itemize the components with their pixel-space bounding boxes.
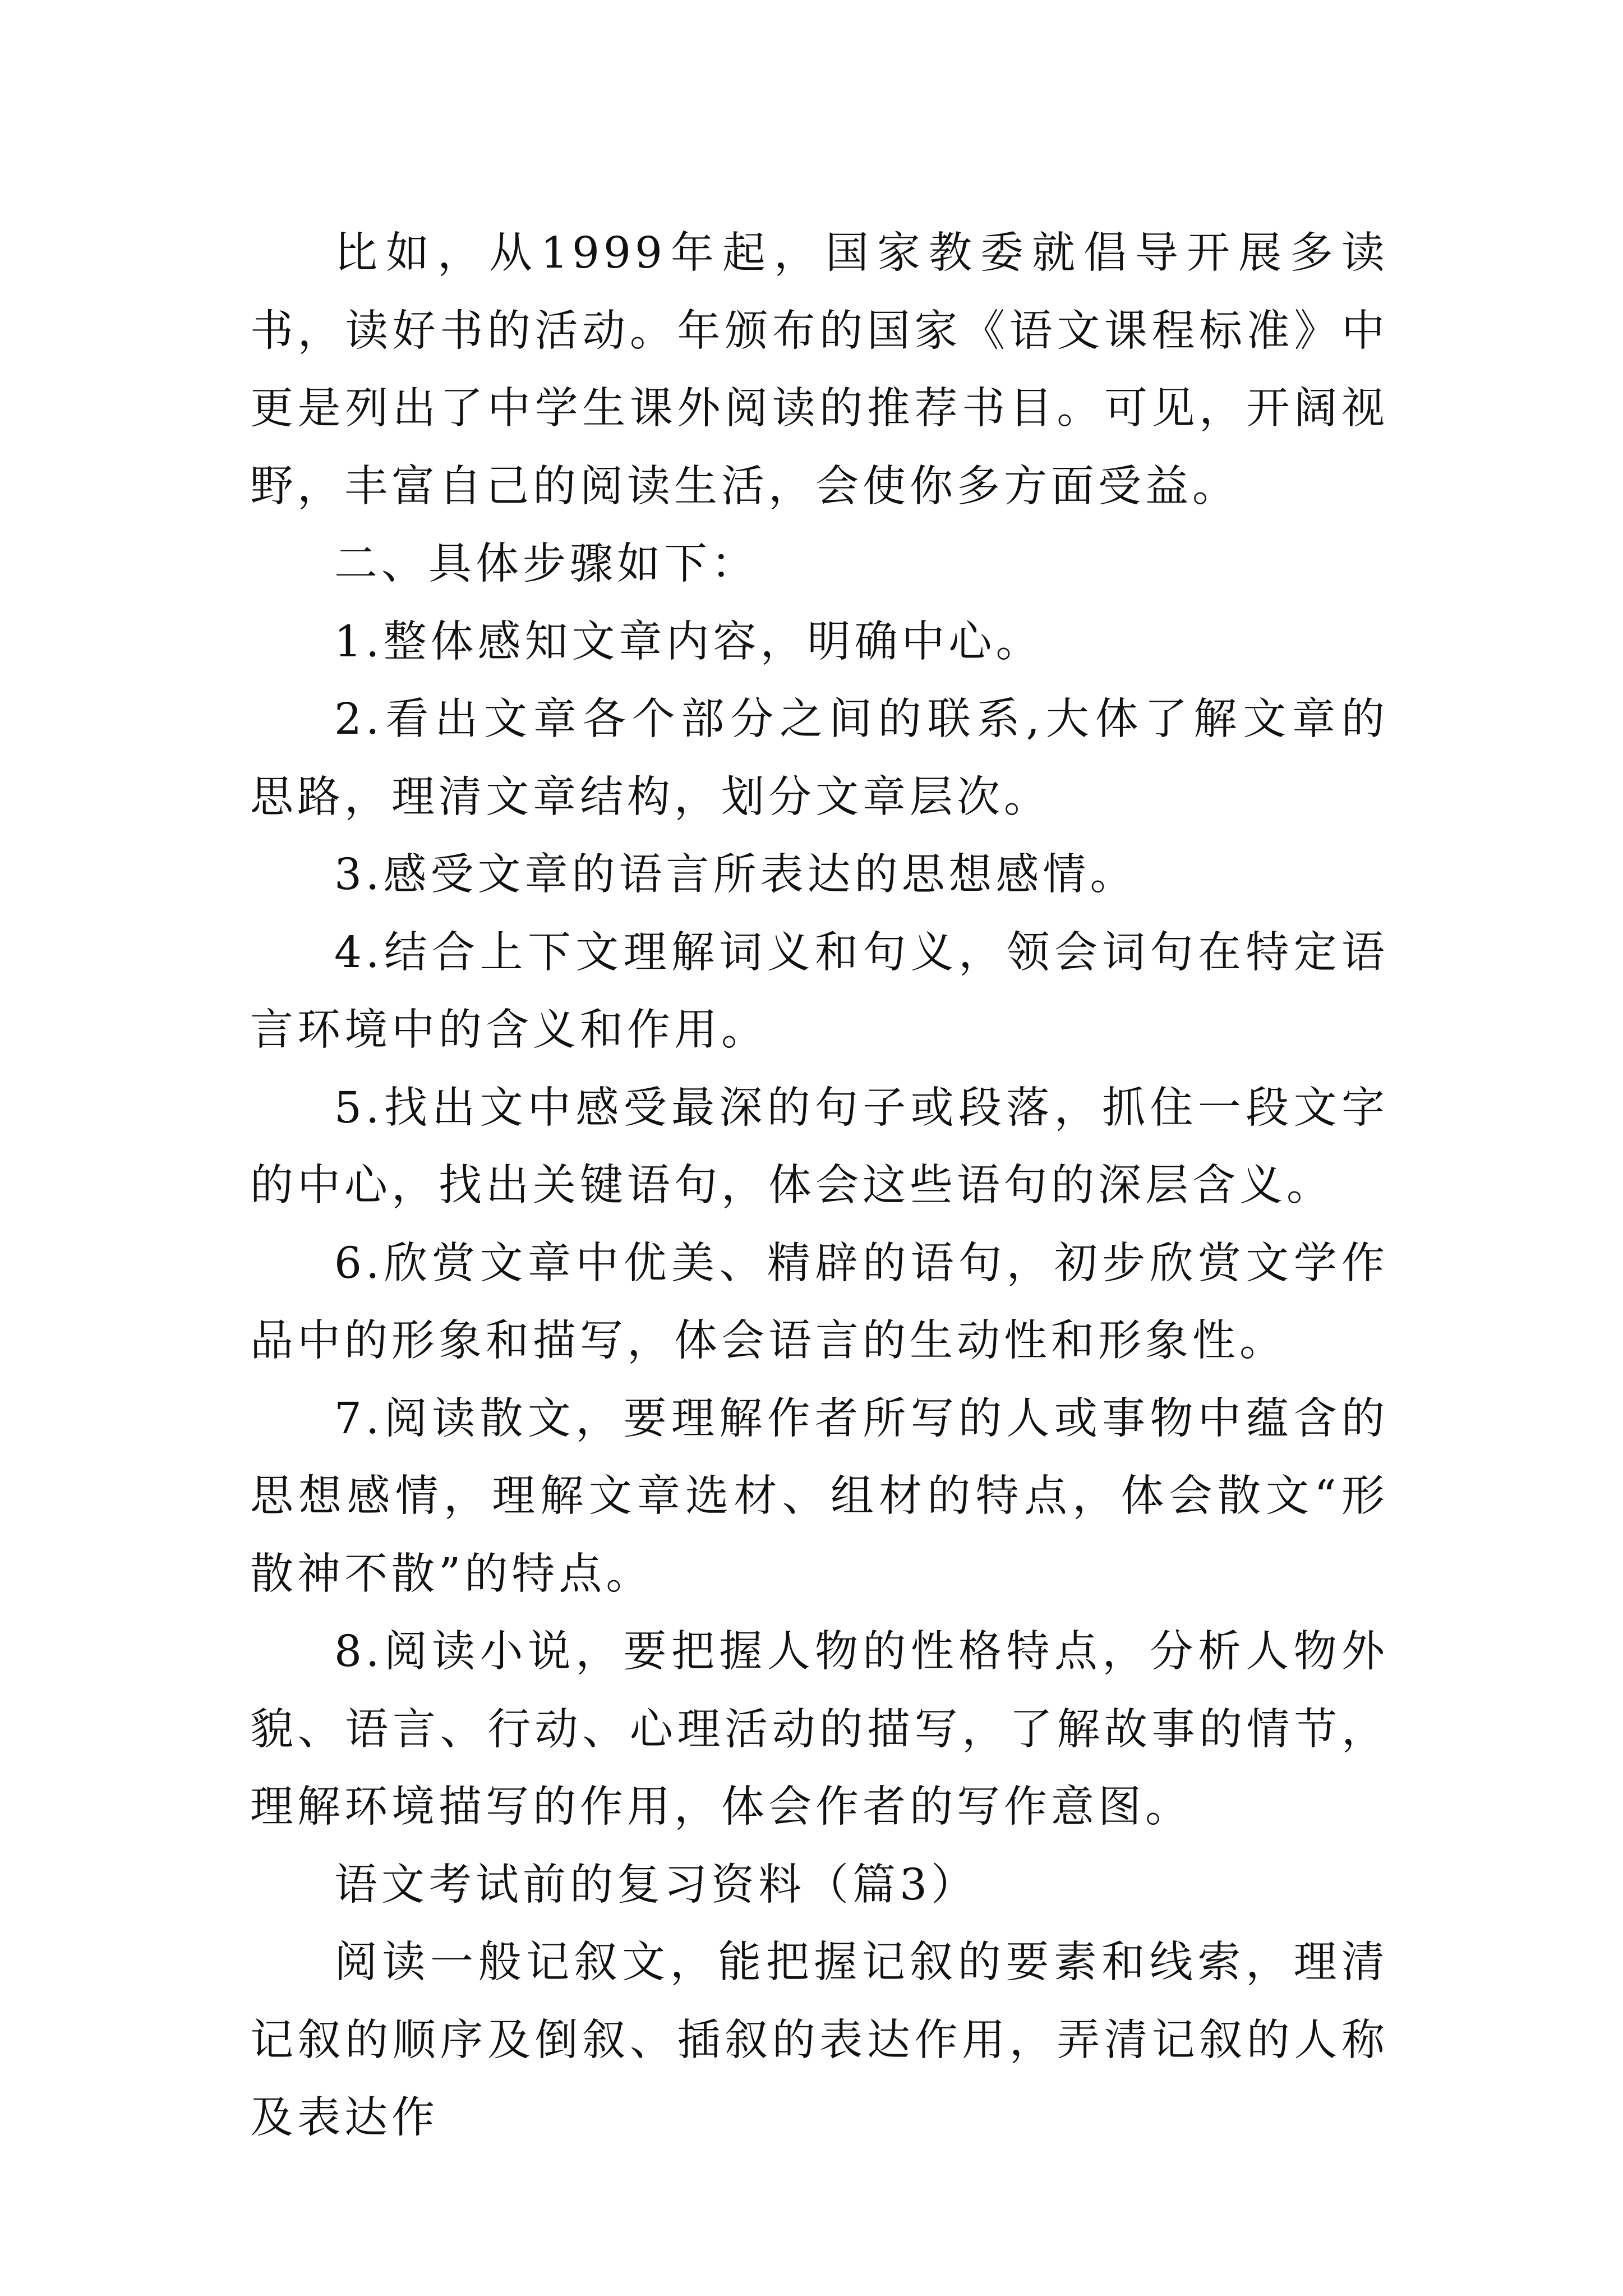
step-item-7: 7.阅读散文，要理解作者所写的人或事物中蕴含的思想感情，理解文章选材、组材的特点，体会散文“形散神不散”的特点。: [250, 1393, 1389, 1599]
step-item-5: 5.找出文中感受最深的句子或段落，抓住一段文字的中心，找出关键语句，体会这些语句的深层含义。: [250, 1083, 1389, 1211]
step-item-8: 8.阅读小说，要把握人物的性格特点，分析人物外貌、语言、行动、心理活动的描写，了解故事的情节，理解环境描写的作用，体会作者的写作意图。: [250, 1627, 1389, 1832]
step-item-3: 3.感受文章的语言所表达的思想感情。: [334, 850, 1137, 900]
step-item-4: 4.结合上下文理解词义和句义，领会词句在特定语言环境中的含义和作用。: [250, 927, 1389, 1055]
step-item-1: 1.整体感知文章内容，明确中心。: [334, 616, 1043, 667]
intro-text-before-blank: 比如，从1999年起，国家教委就倡导开展多读书，读好书的活动。: [250, 228, 1389, 356]
section-title: 语文考试前的复习资料（篇3）: [334, 1860, 978, 1910]
steps-heading: 二、具体步骤如下：: [334, 539, 758, 589]
step-item-2: 2.看出文章各个部分之间的联系,大体了解文章的思路，理清文章结构，划分文章层次。: [250, 694, 1389, 822]
paragraph-intro: [250, 215, 1389, 526]
step-item-6: 6.欣赏文章中优美、精辟的语句，初步欣赏文学作品中的形象和描写，体会语言的生动性和形象性。: [250, 1238, 1389, 1366]
paragraph-narrative: 阅读一般记叙文，能把握记叙的要素和线索，理清记叙的顺序及倒叙、插叙的表达作用，弄清记叙的人称及表达作: [250, 1938, 1389, 2143]
document-body: [250, 215, 1389, 2157]
intro-text-after-blank: 年颁布的国家《语文课程标准》中更是列出了中学生课外阅读的推荐书目。可见，开阔视野，丰富自己的阅读生活，会使你多方面受益。: [250, 306, 1389, 512]
